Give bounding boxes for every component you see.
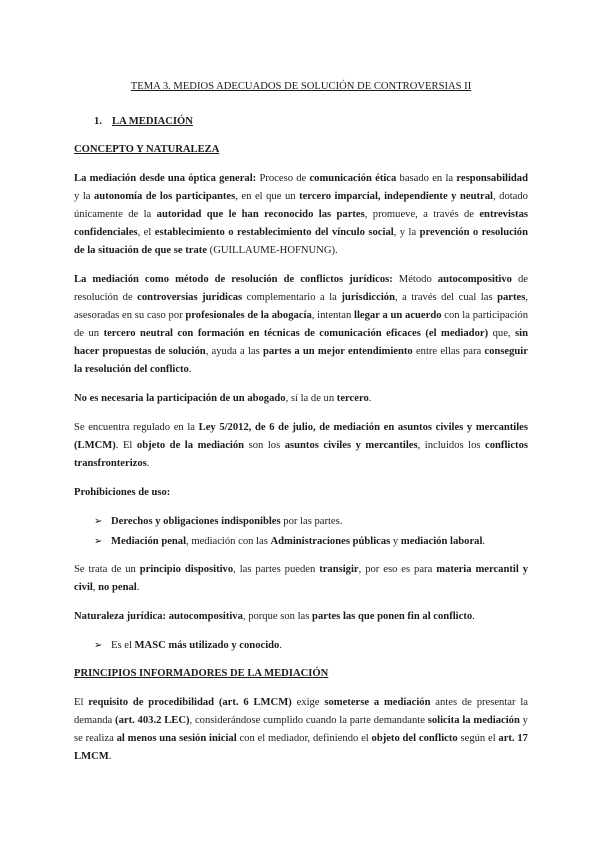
p1-text: , y la — [393, 227, 420, 238]
p6-bold: partes las que ponen fin al conflicto — [312, 611, 473, 622]
b1-bold: Derechos y obligaciones indisponibles — [111, 516, 281, 527]
p1-bold: comunicación ética — [309, 173, 397, 184]
b3-bold: MASC más utilizado y conocido — [134, 640, 280, 651]
b2-text: . — [482, 536, 486, 547]
p2-term: La mediación como método de resolución de conflictos jurídicos: — [74, 274, 393, 285]
p5-text: , — [92, 582, 99, 593]
p4-text: son los — [244, 440, 285, 451]
prohibiciones-text: Prohibiciones de uso: — [74, 487, 171, 498]
p3-bold: tercero — [336, 393, 369, 404]
paragraph-abogado — [74, 390, 528, 408]
p2-text: que, — [488, 328, 516, 339]
p2-text: Método — [392, 274, 438, 285]
p7-text: , considerándose cumplido cuando la parte demandante — [189, 715, 428, 726]
p1-bold: autoridad que le han reconocido las partes — [156, 209, 365, 220]
p3-text: , sí la de un — [285, 393, 337, 404]
p4-bold: objeto de la mediación — [136, 440, 245, 451]
p1-bold: prevención o resolución de la situación de que se trate — [74, 227, 528, 256]
b2-text: y — [390, 536, 401, 547]
p4-text: Se encuentra regulado en la — [74, 422, 199, 433]
paragraph-procedibilidad — [74, 694, 528, 766]
subheading-concepto: CONCEPTO Y NATURALEZA — [74, 144, 220, 155]
p7-bold: requisito de procedibilidad (art. 6 LMCM) — [88, 697, 292, 708]
p4-bold: conflictos transfronterizos — [74, 440, 528, 469]
p1-text: basado en la — [396, 173, 457, 184]
p1-text: Proceso de — [256, 173, 310, 184]
p1-text: , el — [137, 227, 155, 238]
arrow-bullet-icon: ➢ — [94, 536, 103, 547]
p2-text: , ayuda a las — [205, 346, 263, 357]
p4-text: . El — [115, 440, 137, 451]
paragraph-regulacion — [74, 419, 528, 473]
p1-text: (GUILLAUME-HOFNUNG). — [207, 245, 338, 256]
p4-bold: asuntos civiles y mercantiles — [284, 440, 418, 451]
p3-bold: No es necesaria la participación de un abogado — [74, 393, 286, 404]
p7-bold: someterse a mediación — [324, 697, 431, 708]
p1-text: , en el que un — [235, 191, 300, 202]
p7-text: El — [74, 697, 89, 708]
p5-text: . — [136, 582, 140, 593]
p5-bold: materia mercantil y civil — [74, 564, 529, 593]
p1-bold: tercero imparcial, independiente y neutral — [299, 191, 493, 202]
p2-bold: sin hacer propuestas de solución — [74, 328, 528, 357]
p7-bold: art. 17 LMCM — [74, 733, 528, 762]
subheading-principios: PRINCIPIOS INFORMADORES DE LA MEDIACIÓN — [74, 668, 329, 679]
p2-text: con la participación de un — [74, 310, 528, 339]
b2-bold: Administraciones públicas — [270, 536, 391, 547]
p1-text: , dotado únicamente de la — [74, 191, 528, 220]
p1-bold: establecimiento o restablecimiento del vínculo social — [154, 227, 394, 238]
p1-bold: autonomía de los participantes — [94, 191, 236, 202]
p2-text: complementario a la — [242, 292, 342, 303]
arrow-bullet-icon: ➢ — [94, 516, 103, 527]
p4-text: . — [146, 458, 150, 469]
p2-text: entre ellas para — [412, 346, 485, 357]
b3-text: . — [279, 640, 282, 651]
p4-text: , incluidos los — [417, 440, 486, 451]
p7-bold: (art. 403.2 LEC) — [115, 715, 190, 726]
p2-text: de resolución de — [74, 274, 528, 303]
b2-text: , mediación con las — [186, 536, 271, 547]
list-item — [94, 637, 528, 655]
p2-bold: partes a un mejor entendimiento — [262, 346, 413, 357]
prohibiciones-list — [74, 513, 528, 551]
p5-bold: transigir — [319, 564, 359, 575]
section-label: LA MEDIACIÓN — [112, 116, 193, 127]
p5-text: , por eso es para — [358, 564, 437, 575]
paragraph-naturaleza — [74, 608, 528, 626]
p2-bold: profesionales de la abogacía — [185, 310, 312, 321]
p7-text: con el mediador, definiendo el — [236, 733, 372, 744]
section-number: 1. — [94, 116, 102, 127]
b2-bold: mediación laboral — [400, 536, 483, 547]
arrow-bullet-icon: ➢ — [94, 640, 103, 651]
p1-term: La mediación desde una óptica general: — [74, 173, 257, 184]
p5-bold: principio dispositivo — [139, 564, 234, 575]
paragraph-mediacion-juridica — [74, 271, 528, 379]
p1-bold: entrevistas confidenciales — [74, 209, 528, 238]
p2-bold: llegar a un acuerdo — [354, 310, 442, 321]
prohibiciones-label — [74, 484, 528, 502]
p5-text: Se trata de un — [74, 564, 140, 575]
p6-text: . — [472, 611, 475, 622]
p7-text: exige — [291, 697, 325, 708]
b1-text: por las partes. — [280, 516, 343, 527]
p2-bold: controversias jurídicas — [137, 292, 243, 303]
p2-text: . — [188, 364, 192, 375]
p7-text: según el — [457, 733, 499, 744]
p7-text: antes de presentar la demanda — [74, 697, 528, 726]
p7-text: . — [108, 751, 112, 762]
paragraph-principio-dispositivo — [74, 561, 528, 597]
b3-text: Es el — [111, 640, 135, 651]
list-item — [94, 533, 528, 551]
p2-bold: jurisdicción — [341, 292, 395, 303]
p1-text: y la — [74, 191, 94, 202]
p7-bold: objeto del conflicto — [371, 733, 458, 744]
list-item — [94, 513, 528, 531]
p2-text: , asesoradas en su caso por — [74, 292, 528, 321]
p7-bold: al menos una sesión inicial — [116, 733, 237, 744]
p2-text: , a través del cual las — [394, 292, 498, 303]
paragraph-mediacion-general — [74, 170, 528, 260]
p5-bold: no penal — [98, 582, 137, 593]
p6-bold: Naturaleza jurídica: autocompositiva — [74, 611, 243, 622]
p2-bold: conseguir la resolución del conflicto — [74, 346, 528, 375]
p2-text: , intentan — [311, 310, 355, 321]
p6-text: , porque son las — [242, 611, 313, 622]
section-heading-mediacion — [94, 113, 528, 131]
p7-bold: solicita la mediación — [427, 715, 520, 726]
masc-list — [74, 637, 528, 655]
document-title: TEMA 3. MEDIOS ADECUADOS DE SOLUCIÓN DE CONTROVERSIAS II — [130, 81, 472, 92]
p3-text: . — [368, 393, 372, 404]
p1-text: , promueve, a través de — [364, 209, 480, 220]
p2-bold: partes — [497, 292, 526, 303]
p2-bold: tercero neutral con formación en técnicas de comunicación eficaces (el mediador) — [103, 328, 489, 339]
b2-bold: Mediación penal — [111, 536, 187, 547]
p4-bold: Ley 5/2012, de 6 de julio, de mediación en asuntos civiles y mercantiles (LMCM) — [74, 422, 528, 451]
p1-bold: responsabilidad — [456, 173, 528, 184]
p2-bold: autocompositivo — [437, 274, 512, 285]
p5-text: , las partes pueden — [233, 564, 320, 575]
p7-text: y se realiza — [74, 715, 528, 744]
